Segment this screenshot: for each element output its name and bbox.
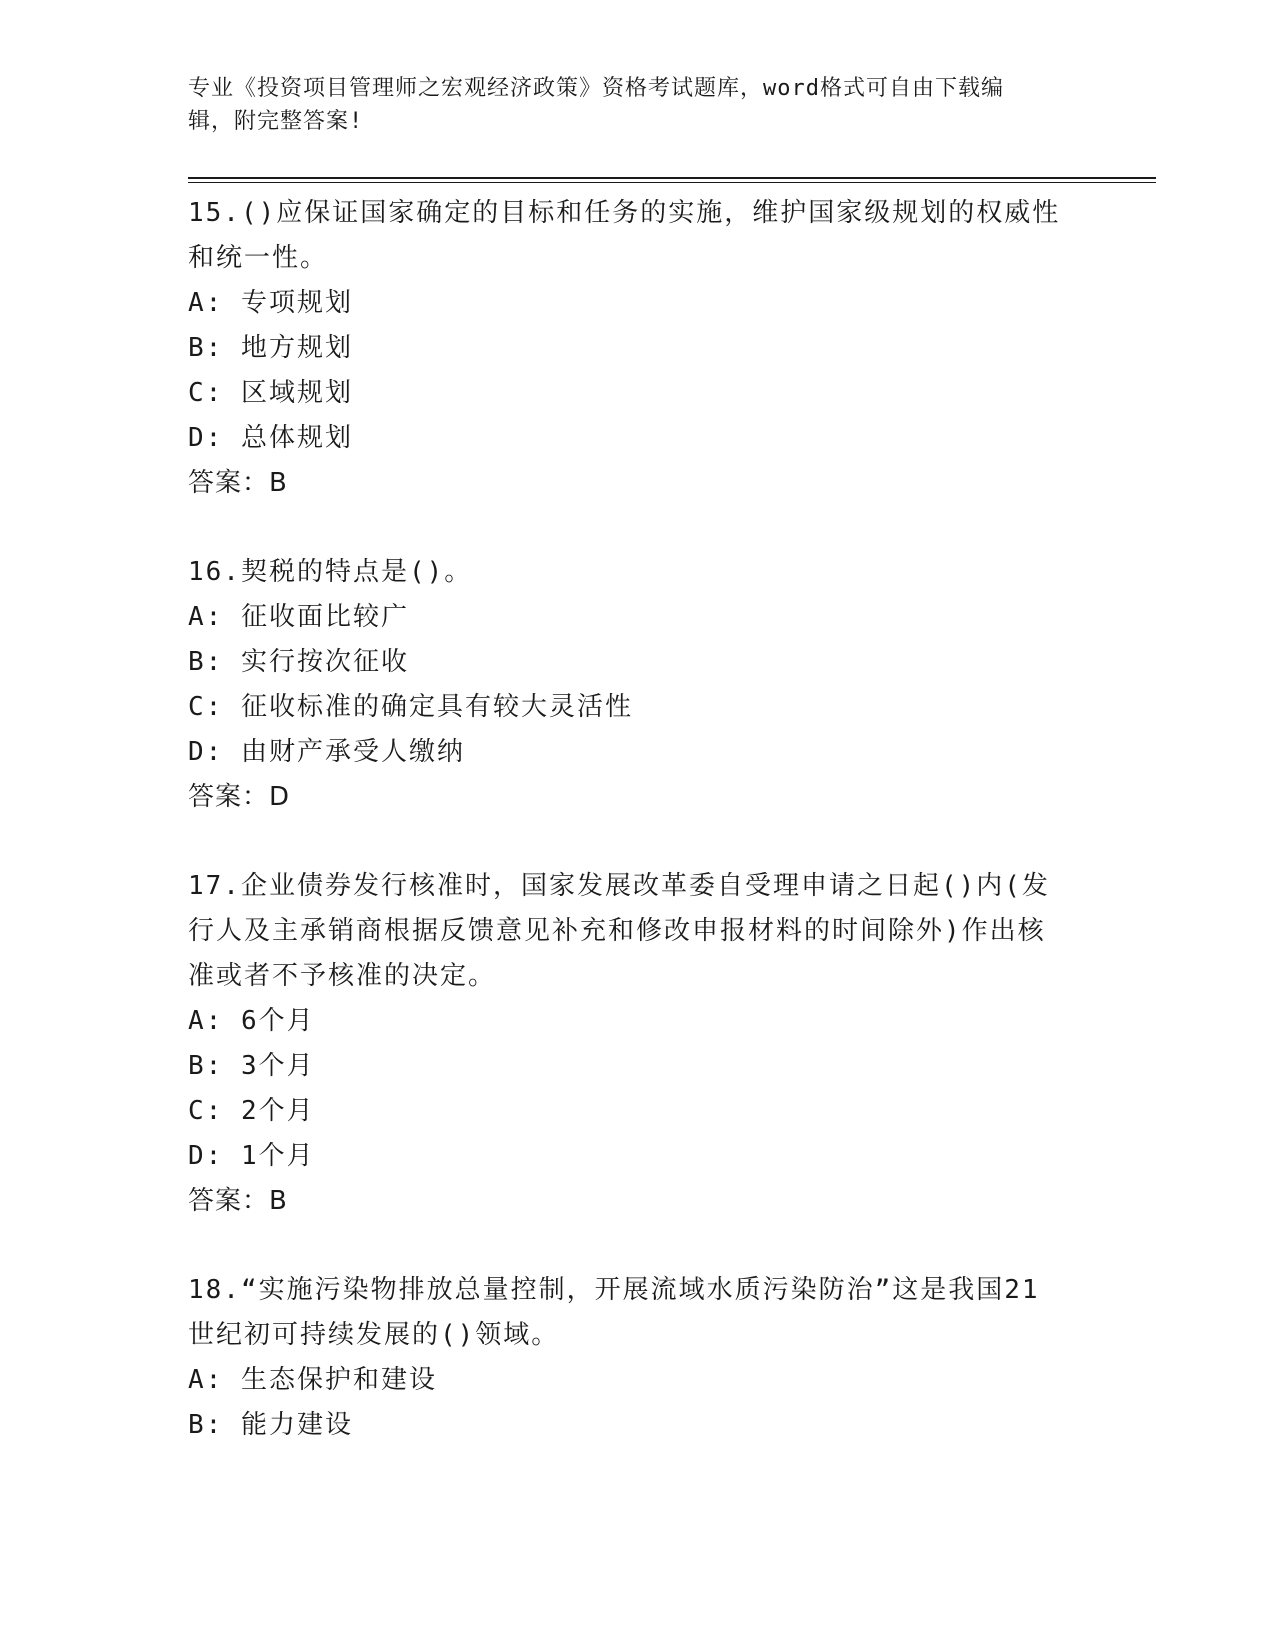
- option-a: A: 生态保护和建设: [188, 1365, 437, 1395]
- question-stem: [188, 191, 1088, 281]
- answer: 答案：B: [188, 468, 288, 498]
- question-stem: [188, 550, 1088, 595]
- answer: 答案：B: [188, 1186, 288, 1216]
- question-list: [188, 191, 1088, 1492]
- stem-line: 18.“实施污染物排放总量控制，开展流域水质污染防治”这是我国21: [188, 1275, 1040, 1305]
- option-a: A: 征收面比较广: [188, 602, 409, 632]
- header-line-1: 专业《投资项目管理师之宏观经济政策》资格考试题库，word格式可自由下载编: [188, 76, 1004, 101]
- question-17: [188, 864, 1088, 1224]
- question-stem: [188, 1268, 1088, 1358]
- question-18: [188, 1268, 1088, 1448]
- stem-line: 17.企业债券发行核准时，国家发展改革委自受理申请之日起()内(发: [188, 871, 1050, 901]
- option-c: C: 区域规划: [188, 378, 353, 408]
- question-15: [188, 191, 1088, 506]
- answer: 答案：D: [188, 782, 291, 812]
- option-d: D: 总体规划: [188, 423, 353, 453]
- stem-line: 准或者不予核准的决定。: [188, 961, 497, 991]
- header-divider-thick: [188, 177, 1156, 179]
- option-c: C: 征收标准的确定具有较大灵活性: [188, 692, 633, 722]
- option-c: C: 2个月: [188, 1096, 315, 1126]
- header-divider-thin: [188, 182, 1156, 183]
- option-d: D: 由财产承受人缴纳: [188, 737, 465, 767]
- stem-line: 和统一性。: [188, 243, 329, 273]
- stem-line: 行人及主承销商根据反馈意见补充和修改申报材料的时间除外)作出核: [188, 916, 1046, 946]
- header-line-2: 辑，附完整答案!: [188, 109, 364, 134]
- question-16: [188, 550, 1088, 820]
- option-b: B: 实行按次征收: [188, 647, 409, 677]
- option-a: A: 6个月: [188, 1006, 315, 1036]
- stem-line: 16.契税的特点是()。: [188, 557, 473, 587]
- question-stem: [188, 864, 1088, 999]
- stem-line: 15.()应保证国家确定的目标和任务的实施，维护国家级规划的权威性: [188, 198, 1061, 228]
- option-b: B: 地方规划: [188, 333, 353, 363]
- option-d: D: 1个月: [188, 1141, 315, 1171]
- option-b: B: 能力建设: [188, 1410, 353, 1440]
- document-header: [188, 72, 1068, 138]
- option-b: B: 3个月: [188, 1051, 315, 1081]
- stem-line: 世纪初可持续发展的()领域。: [188, 1320, 560, 1350]
- option-a: A: 专项规划: [188, 288, 353, 318]
